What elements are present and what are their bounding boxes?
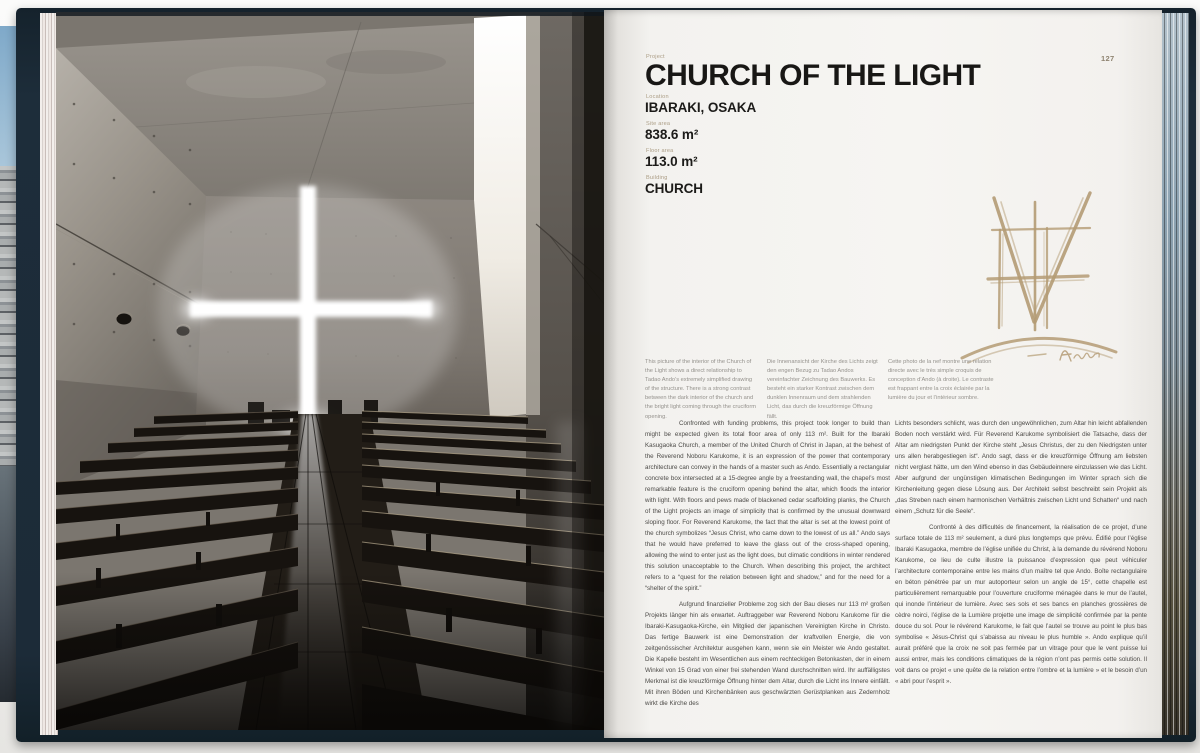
location-label: Location: [646, 94, 669, 100]
body-paragraph-english: Confronted with funding problems, this project took longer to build than might be expected given its total floor area of only 113 m². Built for the Ibaraki Kasugaoka Church, a member of the United Church of Christ in Japan, at the behest of the Reverend Noboru Karukome, it is an expression of the power that contemporary architecture can convey in the hands of a master such as Ando. Essentially a rectangular concrete box intersected at a 15-degree angle by a freestanding wall, the chapel’s most remarkable feature is the cruciform opening behind the altar, which floods the interior with light. With floors and pews made of blackened cedar scaffolding planks, the Church of the Light projects an image of simplicity that is confirmed by the unusual downward sloping floor. For Reverend Karukome, the fact that the altar is set at the lowest point of the church symbolizes “Jesus Christ, who came down to the lowest of us all.” Ando says that he would have preferred to leave the glass out of the cross-shaped opening, allowing the wind to enter just as the light does, but climatic conditions in winter rendered this solution unacceptable to the Church. When describing this project, the architect refers to a “quest for the relation between light and shadow,” and for the need for a “shelter of the spirit.”: [645, 420, 890, 592]
light-cross: [158, 185, 458, 437]
body-paragraph-german-end: Lichts besonders schlicht, was durch den ungewöhnlichen, zum Altar hin leicht abfallenden Boden noch verstärkt wird. Für Reverend Karukome symbolisiert die Tatsache, dass der Altar am niedrigsten Punkt der Kirche steht „Jesus Christus, der zu den Niedrigsten unter uns allen herabgestiegen ist“. Ando sagt, dass er die kreuzförmige Öffnung am liebsten nicht verglast hätte, um den Wind ebenso in das Gebäudeinnere einzulassen wie das Licht. Aber aufgrund der ungünstigen klimatischen Bedingungen im Winter sprach sich die Kirchenleitung gegen diese Lösung aus. Der Architekt selbst beschreibt sein Projekt als „das Streben nach einem harmonischen Verhältnis zwischen Licht und Schatten“ und nach einem „Schutz für die Seele“.: [895, 420, 1147, 515]
body-paragraph-french: Confronté à des difficultés de financement, la réalisation de ce projet, d’une surface totale de 113 m² seulement, a duré plus longtemps que prévu. Édifié pour l’église Ibaraki Kasugaoka, membre de l’église unifiée du Christ, à la demande du révérend Noboru Karukome, ce lieu de culte illustre la puissance d’expression que peut véhiculer l’architecture contemporaine entre les mains d’un maître tel que Ando. Boîte rectangulaire en béton pénétrée par un mur autoporteur selon un angle de 15°, cette chapelle est particulièrement remarquable pour l’ouverture cruciforme ménagée dans le mur de l’autel, qui inonde l’intérieur de lumière. Avec ses sols et ses bancs en planches grossières de cèdre noirci, l’église de la Lumière projette une image de simplicité confirmée par la pente douce du sol. Pour le révérend Karukome, le fait que l’autel se trouve au point le plus bas symbolise « Jésus-Christ qui s’abaissa au niveau le plus humble ». Ando explique qu’il aurait préféré que la croix ne soit pas fermée par un vitrage pour que le vent puisse lui aussi entrer, mais les conditions climatiques de la région n’ont pas permis cette solution. Il voit dans ce projet « une quête de la relation entre l’ombre et la lumière » et le besoin d’un « abri pour l’esprit ».: [895, 524, 1147, 685]
building-value: CHURCH: [645, 181, 703, 196]
site-area-value: 838.6 m²: [645, 127, 699, 142]
caption-german: Die Innenansicht der Kirche des Lichts zeigt den engen Bezug zu Tadao Andos vereinfachter Zeichnung des Bauwerks. Es besteht ein starker Kontrast zwischen dem dunklen Innenraum und dem strahlenden Licht, das durch die kreuzförmige Öffnung fällt.: [767, 359, 878, 420]
right-fore-edge: [1161, 13, 1189, 735]
body-paragraph-german-start: Aufgrund finanzieller Probleme zog sich der Bau dieses nur 113 m² großen Projekts länger hin als erwartet. Auftraggeber war Reverend Noboru Karukome für die Ibaraki-Kasugaoka-Kirche, ein Mitglied der japanischen Vereinigten Kirche in Christo. Das fertige Bauwerk ist eine Demonstration der kraftvollen Energie, die von zeitgenössischer Architektur ausgehen kann, wenn sie ein Meister wie Ando gestaltet. Die Kapelle besteht im Wesentlichen aus einem rechteckigen Betonkasten, der in einem Winkel von 15 Grad von einer frei stehenden Wand durchschnitten wird. Ihr auffälligstes Merkmal ist die kreuzförmige Öffnung hinter dem Altar, durch die Licht ins Innere einfällt. Mit ihren Böden und Kirchenbänken aus geschwärzten Gerüstplanken aus Zedernholz wirkt die Kirche des: [645, 601, 890, 707]
right-page: [604, 10, 1162, 738]
church-interior-photo: [56, 12, 604, 730]
left-page: [56, 12, 604, 730]
page-number: 127: [1101, 54, 1115, 63]
caption-english: This picture of the interior of the Church of the Light shows a direct relationship to Tadao Ando’s extremely simplified drawing of the structure. There is a strong contrast between the dark interior of the church and the bright light coming through the cruciform opening.: [645, 359, 756, 420]
project-label: Project: [646, 54, 665, 60]
site-area-label: Site area: [646, 121, 671, 127]
concept-sketch: [944, 176, 1146, 374]
caption-french: Cette photo de la nef montre une relation directe avec le très simple croquis de conception d’Ando (à droite). Le contraste est frappant entre la croix éclairée par la lumière du jour et l’intérieur sombre.: [888, 359, 994, 402]
building-label: Building: [646, 175, 668, 181]
body-text-column-1: [645, 418, 890, 718]
floor-area-value: 113.0 m²: [645, 154, 698, 169]
floor-area-label: Floor area: [646, 148, 674, 154]
location-value: IBARAKI, OSAKA: [645, 100, 757, 115]
page-title: CHURCH OF THE LIGHT: [645, 59, 981, 92]
body-text-column-2: [895, 418, 1147, 718]
